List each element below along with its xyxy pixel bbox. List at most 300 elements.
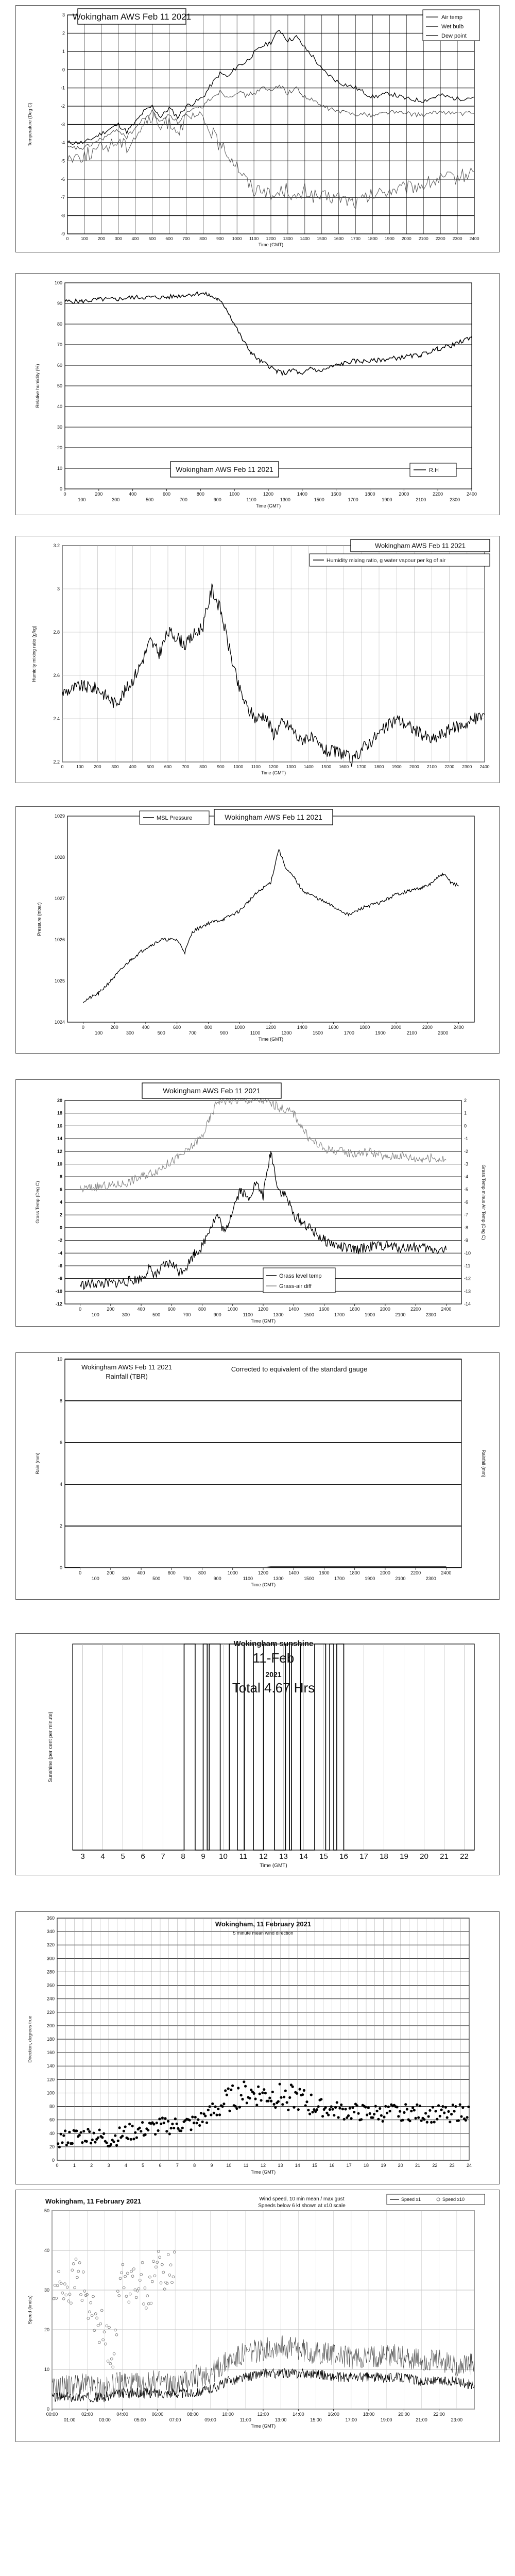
y2-tick-label: -9 xyxy=(464,1238,469,1243)
x-tick-label: 19 xyxy=(400,1852,408,1861)
wind-direction-point xyxy=(60,2133,62,2136)
y-tick-label: 30 xyxy=(44,2287,49,2293)
y-tick-label: 50 xyxy=(44,2208,49,2213)
speed-x10-point xyxy=(61,2292,64,2294)
x-tick-label: 1100 xyxy=(251,764,261,769)
wind-direction-point xyxy=(383,2116,385,2119)
y-tick-label: -2 xyxy=(60,104,65,109)
wind-speed-chart xyxy=(16,2190,499,2441)
speed-x10-point xyxy=(153,2275,156,2277)
wind-direction-point xyxy=(411,2107,414,2109)
y2-axis-label: Rainfall (mm) xyxy=(481,1449,486,1478)
wind-direction-point xyxy=(171,2123,174,2125)
y-tick-label: 100 xyxy=(46,2090,55,2096)
y-tick-label: -3 xyxy=(60,122,65,127)
y-tick-label: 100 xyxy=(54,280,62,285)
x-tick-label: 2200 xyxy=(410,1570,421,1575)
x-tick-label: 18:00 xyxy=(363,2412,375,2417)
wind-direction-point xyxy=(466,2116,469,2119)
wind-speed-chart-panel xyxy=(15,2190,500,2442)
speed-x10-point xyxy=(143,2303,145,2306)
wind-direction-point xyxy=(88,2130,91,2133)
speed-x10-point xyxy=(109,2362,112,2365)
wind-direction-point xyxy=(461,2106,464,2109)
y-tick-label: 0 xyxy=(59,1565,62,1570)
y-tick-label: 1026 xyxy=(54,937,65,942)
speed-x10-point xyxy=(128,2301,130,2303)
wind-direction-point xyxy=(228,2110,231,2112)
x-axis-label: Time (GMT) xyxy=(258,242,284,247)
x-tick-label: 9 xyxy=(201,1852,205,1861)
wind-direction-point xyxy=(444,2106,447,2109)
y-tick-label: 0 xyxy=(52,2158,55,2163)
x-axis-label: Time (GMT) xyxy=(250,1582,276,1587)
wind-direction-point xyxy=(344,2108,347,2110)
speed-x10-point xyxy=(113,2352,115,2355)
wind-direction-point xyxy=(170,2127,173,2129)
wind-direction-point xyxy=(78,2134,81,2137)
x-tick-label: 20 xyxy=(398,2163,403,2168)
y-axis-label: Speed (knots) xyxy=(27,2295,32,2325)
x-tick-label: 5 xyxy=(142,2163,145,2168)
x-tick-label: 300 xyxy=(114,236,122,241)
x-tick-label: 1100 xyxy=(246,497,256,502)
x-tick-label: 100 xyxy=(76,764,84,769)
speed-x10-point xyxy=(124,2275,127,2278)
x-tick-label: 2000 xyxy=(401,236,411,241)
speed-x10-point xyxy=(167,2253,169,2256)
x-tick-label: 700 xyxy=(188,1030,197,1036)
wind-direction-point xyxy=(201,2121,204,2123)
wind-direction-point xyxy=(180,2129,182,2132)
y-tick-label: -4 xyxy=(60,140,65,145)
wind-direction-point xyxy=(340,2104,342,2106)
y-tick-label: 0 xyxy=(46,2406,49,2412)
y2-tick-label: -3 xyxy=(464,1161,469,1167)
wind-direction-point xyxy=(369,2112,371,2115)
speed-x10-point xyxy=(144,2287,146,2290)
y-tick-label: 240 xyxy=(46,1996,55,2002)
wind-direction-point xyxy=(312,2111,314,2113)
y-tick-label: 360 xyxy=(46,1916,55,1921)
y-tick-label: 80 xyxy=(49,2104,55,2109)
x-tick-label: 900 xyxy=(213,497,221,502)
speed-x10-point xyxy=(160,2282,162,2284)
y-tick-label: 0 xyxy=(62,67,65,73)
x-tick-label: 1400 xyxy=(303,764,314,769)
x-tick-label: 18 xyxy=(380,1852,388,1861)
x-tick-label: 2400 xyxy=(441,1570,452,1575)
wind-direction-point xyxy=(158,2117,161,2120)
x-tick-label: 2300 xyxy=(425,1576,436,1581)
x-tick-label: 0 xyxy=(81,1025,84,1030)
speed-x10-point xyxy=(115,2333,118,2336)
y-tick-label: 2.4 xyxy=(53,716,60,721)
x-tick-label: 1000 xyxy=(234,1025,245,1030)
x-tick-label: 13:00 xyxy=(274,2417,287,2422)
speed-x10-point xyxy=(112,2366,114,2368)
legend-label: Humidity mixing ratio, g water vapour per kg of air xyxy=(327,557,446,564)
pressure-chart-panel xyxy=(15,806,500,1054)
wind-direction-point xyxy=(443,2111,445,2114)
x-tick-label: 2400 xyxy=(479,764,490,769)
x-tick-label: 1100 xyxy=(243,1312,253,1317)
speed-x10-point xyxy=(169,2264,172,2266)
x-tick-label: 1500 xyxy=(314,497,324,502)
wind-direction-point xyxy=(426,2121,428,2124)
y2-tick-label: -4 xyxy=(464,1174,469,1180)
speed-x10-point xyxy=(65,2294,67,2296)
wind-direction-point xyxy=(132,2138,135,2140)
speed-x10-point xyxy=(118,2294,121,2297)
chart-title: Wokingham, 11 February 2021 xyxy=(215,1920,312,1928)
y-tick-label: 180 xyxy=(46,2037,55,2042)
x-tick-label: 12:00 xyxy=(257,2412,269,2417)
y-tick-label: 0 xyxy=(59,1225,62,1230)
wind-direction-point xyxy=(299,2088,301,2091)
speed-x10-point xyxy=(108,2326,111,2329)
wind-direction-point xyxy=(58,2146,61,2148)
wind-direction-point xyxy=(288,2096,291,2099)
x-tick-label: 1800 xyxy=(349,1570,360,1575)
x-tick-label: 2400 xyxy=(469,236,479,241)
speed-x10-point xyxy=(168,2274,171,2277)
x-tick-label: 5 xyxy=(121,1852,125,1861)
x-tick-label: 2000 xyxy=(409,764,419,769)
x-tick-label: 21 xyxy=(415,2163,421,2168)
x-tick-label: 1900 xyxy=(384,236,394,241)
wind-direction-point xyxy=(389,2110,391,2112)
wind-direction-point xyxy=(330,2105,333,2108)
x-tick-label: 400 xyxy=(137,1307,145,1312)
wind-direction-point xyxy=(124,2125,127,2128)
wind-direction-point xyxy=(135,2137,138,2139)
speed-x10-point xyxy=(97,2325,99,2327)
wind-direction-point xyxy=(138,2127,141,2129)
humidity-chart xyxy=(16,274,499,514)
y-axis-label: Humidity mixing ratio (g/kg) xyxy=(31,625,37,682)
wind-direction-point xyxy=(181,2127,184,2129)
wind-direction-point xyxy=(449,2121,451,2123)
wind-direction-point xyxy=(386,2112,388,2114)
y-tick-label: 1 xyxy=(62,48,65,54)
x-tick-label: 1100 xyxy=(243,1576,253,1581)
x-tick-label: 0 xyxy=(63,492,66,497)
wind-direction-point xyxy=(114,2134,116,2137)
speed-x10-point xyxy=(76,2276,79,2279)
x-tick-label: 1500 xyxy=(303,1576,314,1581)
wind-direction-point xyxy=(403,2111,405,2114)
x-tick-label: 10:00 xyxy=(222,2412,234,2417)
x-tick-label: 500 xyxy=(146,764,154,769)
x-tick-label: 2100 xyxy=(395,1576,406,1581)
wind-direction-point xyxy=(351,2106,354,2109)
x-tick-label: 800 xyxy=(204,1025,212,1030)
wind-direction-point xyxy=(410,2110,413,2112)
x-tick-label: 1400 xyxy=(297,1025,307,1030)
wind-direction-point xyxy=(115,2144,118,2146)
x-tick-label: 2100 xyxy=(395,1312,406,1317)
x-tick-label: 1800 xyxy=(374,764,384,769)
wind-direction-point xyxy=(267,2099,269,2102)
wind-direction-point xyxy=(307,2109,310,2111)
x-tick-label: 2000 xyxy=(380,1570,390,1575)
wind-direction-point xyxy=(281,2103,284,2106)
y-tick-label: 2 xyxy=(59,1212,62,1218)
speed-x10-point xyxy=(151,2280,153,2283)
x-tick-label: 200 xyxy=(107,1570,115,1575)
wind-direction-point xyxy=(413,2109,416,2111)
wind-direction-point xyxy=(437,2104,440,2107)
y2-tick-label: -7 xyxy=(464,1212,469,1218)
x-tick-label: 900 xyxy=(213,1576,221,1581)
wind-direction-point xyxy=(327,2114,330,2116)
wind-direction-point xyxy=(397,2115,400,2117)
y2-tick-label: -5 xyxy=(464,1187,469,1192)
wind-direction-point xyxy=(387,2106,390,2108)
legend-label: MSL Pressure xyxy=(157,815,193,821)
wind-direction-point xyxy=(127,2138,129,2140)
y-tick-label: 1025 xyxy=(54,978,65,984)
x-tick-label: 2000 xyxy=(380,1307,390,1312)
speed-x10-point xyxy=(74,2286,76,2289)
wind-direction-point xyxy=(224,2089,227,2092)
x-tick-label: 700 xyxy=(182,236,190,241)
x-tick-label: 1200 xyxy=(266,236,276,241)
grass-temp-chart xyxy=(16,1080,499,1326)
y-tick-label: 2.2 xyxy=(53,759,60,765)
x-tick-label: 1700 xyxy=(348,497,358,502)
y2-tick-label: -11 xyxy=(464,1263,471,1268)
y-tick-label: 8 xyxy=(59,1398,62,1403)
y-tick-label: 12 xyxy=(57,1148,62,1154)
speed-x10-point xyxy=(62,2297,65,2300)
wind-direction-point xyxy=(320,2098,322,2100)
y-tick-label: 3 xyxy=(57,586,60,591)
x-tick-label: 19 xyxy=(381,2163,386,2168)
x-tick-label: 1700 xyxy=(334,1312,345,1317)
wind-direction-point xyxy=(218,2113,221,2116)
y-tick-label: 30 xyxy=(57,425,62,430)
x-tick-label: 2400 xyxy=(453,1025,464,1030)
wind-direction-chart xyxy=(16,1912,499,2183)
chart-title: Wokingham AWS Feb 11 2021 xyxy=(163,1087,261,1095)
chart-subtitle: 5 minute mean wind direction xyxy=(233,1930,294,1936)
speed-x10-point xyxy=(107,2360,109,2363)
wind-direction-point xyxy=(280,2096,282,2099)
speed-x10-point xyxy=(161,2263,164,2266)
y-tick-label: 1028 xyxy=(54,855,65,860)
x-tick-label: 1 xyxy=(73,2163,76,2168)
y2-axis-label: Grass Temp minus Air Temp (Deg C) xyxy=(481,1164,486,1240)
x-axis-label: Time (GMT) xyxy=(255,503,281,509)
x-tick-label: 3 xyxy=(80,1852,85,1861)
x-tick-label: 1300 xyxy=(280,497,290,502)
x-tick-label: 14:00 xyxy=(293,2412,304,2417)
wind-direction-point xyxy=(374,2105,377,2108)
wind-direction-point xyxy=(190,2128,192,2131)
y-tick-label: 260 xyxy=(46,1982,55,1988)
x-tick-label: 0 xyxy=(61,764,64,769)
x-tick-label: 200 xyxy=(95,492,103,497)
wind-direction-point xyxy=(106,2142,108,2144)
x-tick-label: 300 xyxy=(122,1312,130,1317)
wind-direction-point xyxy=(283,2096,285,2098)
chart-title: Wokingham AWS Feb 11 2021 xyxy=(176,465,273,474)
y-tick-label: -10 xyxy=(55,1289,62,1294)
x-tick-label: 7 xyxy=(161,1852,165,1861)
wind-direction-point xyxy=(64,2129,66,2132)
wind-direction-point xyxy=(467,2106,470,2108)
x-tick-label: 2100 xyxy=(416,497,426,502)
x-tick-label: 0 xyxy=(79,1307,82,1312)
y-tick-label: -7 xyxy=(60,195,65,200)
x-tick-label: 1100 xyxy=(249,236,259,241)
x-tick-label: 16 xyxy=(329,2163,335,2168)
wind-direction-chart-panel xyxy=(15,1911,500,2184)
speed-x10-point xyxy=(93,2329,96,2332)
x-tick-label: 500 xyxy=(152,1576,161,1581)
y-tick-label: 40 xyxy=(49,2130,55,2136)
y2-tick-label: 2 xyxy=(464,1098,467,1103)
y-tick-label: 70 xyxy=(57,342,62,347)
wind-direction-point xyxy=(165,2130,168,2132)
x-tick-label: 2400 xyxy=(441,1307,452,1312)
rainfall-chart xyxy=(16,1353,499,1599)
wind-direction-point xyxy=(333,2114,335,2116)
wind-direction-point xyxy=(450,2113,453,2115)
speed-x10-point xyxy=(54,2284,56,2286)
x-tick-label: 400 xyxy=(129,492,137,497)
chart-title: Wokingham, 11 February 2021 xyxy=(45,2197,142,2205)
wind-direction-point xyxy=(131,2125,134,2127)
x-tick-label: 2000 xyxy=(391,1025,402,1030)
wind-direction-point xyxy=(196,2122,198,2124)
x-tick-label: 300 xyxy=(126,1030,134,1036)
mixing-ratio-chart-panel xyxy=(15,536,500,783)
y-tick-label: 2 xyxy=(62,30,65,36)
wind-direction-point xyxy=(173,2127,175,2129)
wind-direction-point xyxy=(428,2109,431,2112)
speed-x10-point xyxy=(64,2283,66,2285)
wind-direction-point xyxy=(384,2105,387,2108)
x-tick-label: 20:00 xyxy=(398,2412,410,2417)
wind-direction-point xyxy=(380,2114,383,2117)
y-tick-label: -5 xyxy=(60,158,65,164)
x-tick-label: 17 xyxy=(346,2163,352,2168)
pressure-plot-area xyxy=(67,816,474,1022)
wind-direction-point xyxy=(167,2120,169,2123)
y-tick-label: 60 xyxy=(49,2117,55,2123)
wind-direction-point xyxy=(347,2114,350,2117)
x-tick-label: 4 xyxy=(124,2163,127,2168)
x-tick-label: 600 xyxy=(173,1025,181,1030)
wind-direction-point xyxy=(157,2129,160,2132)
speed-x10-point xyxy=(129,2293,131,2295)
wind-direction-point xyxy=(235,2107,238,2110)
y-tick-label: 3 xyxy=(62,12,65,18)
wind-direction-point xyxy=(117,2140,119,2142)
x-tick-label: 23:00 xyxy=(451,2417,463,2422)
x-tick-label: 1700 xyxy=(351,236,361,241)
x-tick-label: 2200 xyxy=(410,1307,421,1312)
x-tick-label: 05:00 xyxy=(134,2417,146,2422)
x-axis-label: Time (GMT) xyxy=(250,2424,276,2429)
wind-direction-point xyxy=(61,2141,63,2144)
x-axis-label: Time (GMT) xyxy=(250,1318,276,1324)
x-tick-label: 1300 xyxy=(283,236,293,241)
y-tick-label: 6 xyxy=(59,1440,62,1445)
wind-direction-point xyxy=(268,2097,271,2099)
x-tick-label: 800 xyxy=(198,1307,207,1312)
x-tick-label: 1000 xyxy=(229,492,240,497)
y-tick-label: -6 xyxy=(60,176,65,182)
speed-x10-point xyxy=(99,2323,102,2325)
y-axis-label: Relative humidity (%) xyxy=(35,364,40,408)
speed-x10-point xyxy=(171,2281,174,2284)
x-tick-label: 100 xyxy=(80,236,89,241)
speed-x10-point xyxy=(123,2286,125,2289)
speed-x10-point xyxy=(135,2296,138,2299)
y-tick-label: 14 xyxy=(57,1136,62,1142)
wind-direction-point xyxy=(457,2119,460,2122)
humidity-chart-panel xyxy=(15,273,500,515)
x-tick-label: 10 xyxy=(219,1852,228,1861)
wind-direction-point xyxy=(112,2141,115,2143)
x-tick-label: 600 xyxy=(165,236,173,241)
x-tick-label: 600 xyxy=(167,1307,176,1312)
wind-direction-point xyxy=(297,2108,300,2111)
wind-direction-point xyxy=(357,2112,359,2115)
y-axis-label: Grass Temp (Deg C) xyxy=(35,1181,40,1224)
wind-direction-point xyxy=(465,2119,467,2122)
x-tick-label: 17:00 xyxy=(345,2417,357,2422)
speed-x10-point xyxy=(103,2331,106,2333)
wind-direction-point xyxy=(90,2142,92,2144)
x-tick-label: 100 xyxy=(95,1030,103,1036)
x-tick-label: 400 xyxy=(129,764,136,769)
wind-direction-point xyxy=(416,2104,418,2106)
speed-x10-point xyxy=(106,2325,108,2327)
x-tick-label: 7 xyxy=(176,2163,179,2168)
wind-direction-point xyxy=(204,2114,207,2117)
x-tick-label: 11 xyxy=(239,1852,248,1861)
y-axis-label: Temperature (Deg C) xyxy=(27,103,32,146)
x-tick-label: 400 xyxy=(131,236,139,241)
series-line-rh xyxy=(65,292,472,375)
wind-direction-point xyxy=(356,2104,358,2107)
speed-x10-point xyxy=(66,2286,68,2289)
x-tick-label: 1100 xyxy=(250,1030,261,1036)
legend-label: Speed x10 xyxy=(442,2197,465,2202)
chart-title: Wokingham AWS Feb 11 2021 xyxy=(72,12,192,22)
x-tick-label: 0 xyxy=(56,2163,59,2168)
y-tick-label: 320 xyxy=(46,1942,55,1948)
x-tick-label: 10 xyxy=(226,2163,232,2168)
speed-x10-point xyxy=(110,2358,113,2360)
speed-x10-point xyxy=(162,2271,165,2274)
x-tick-label: 24 xyxy=(466,2163,472,2168)
legend-label: Wet bulb xyxy=(441,24,464,30)
x-tick-label: 2100 xyxy=(406,1030,417,1036)
x-tick-label: 2200 xyxy=(435,236,445,241)
x-tick-label: 500 xyxy=(152,1312,161,1317)
chart-subtitle: Rainfall (TBR) xyxy=(106,1372,148,1380)
wind-direction-point xyxy=(447,2110,450,2113)
x-tick-label: 2100 xyxy=(418,236,428,241)
x-tick-label: 200 xyxy=(107,1307,115,1312)
x-tick-label: 1300 xyxy=(273,1312,284,1317)
